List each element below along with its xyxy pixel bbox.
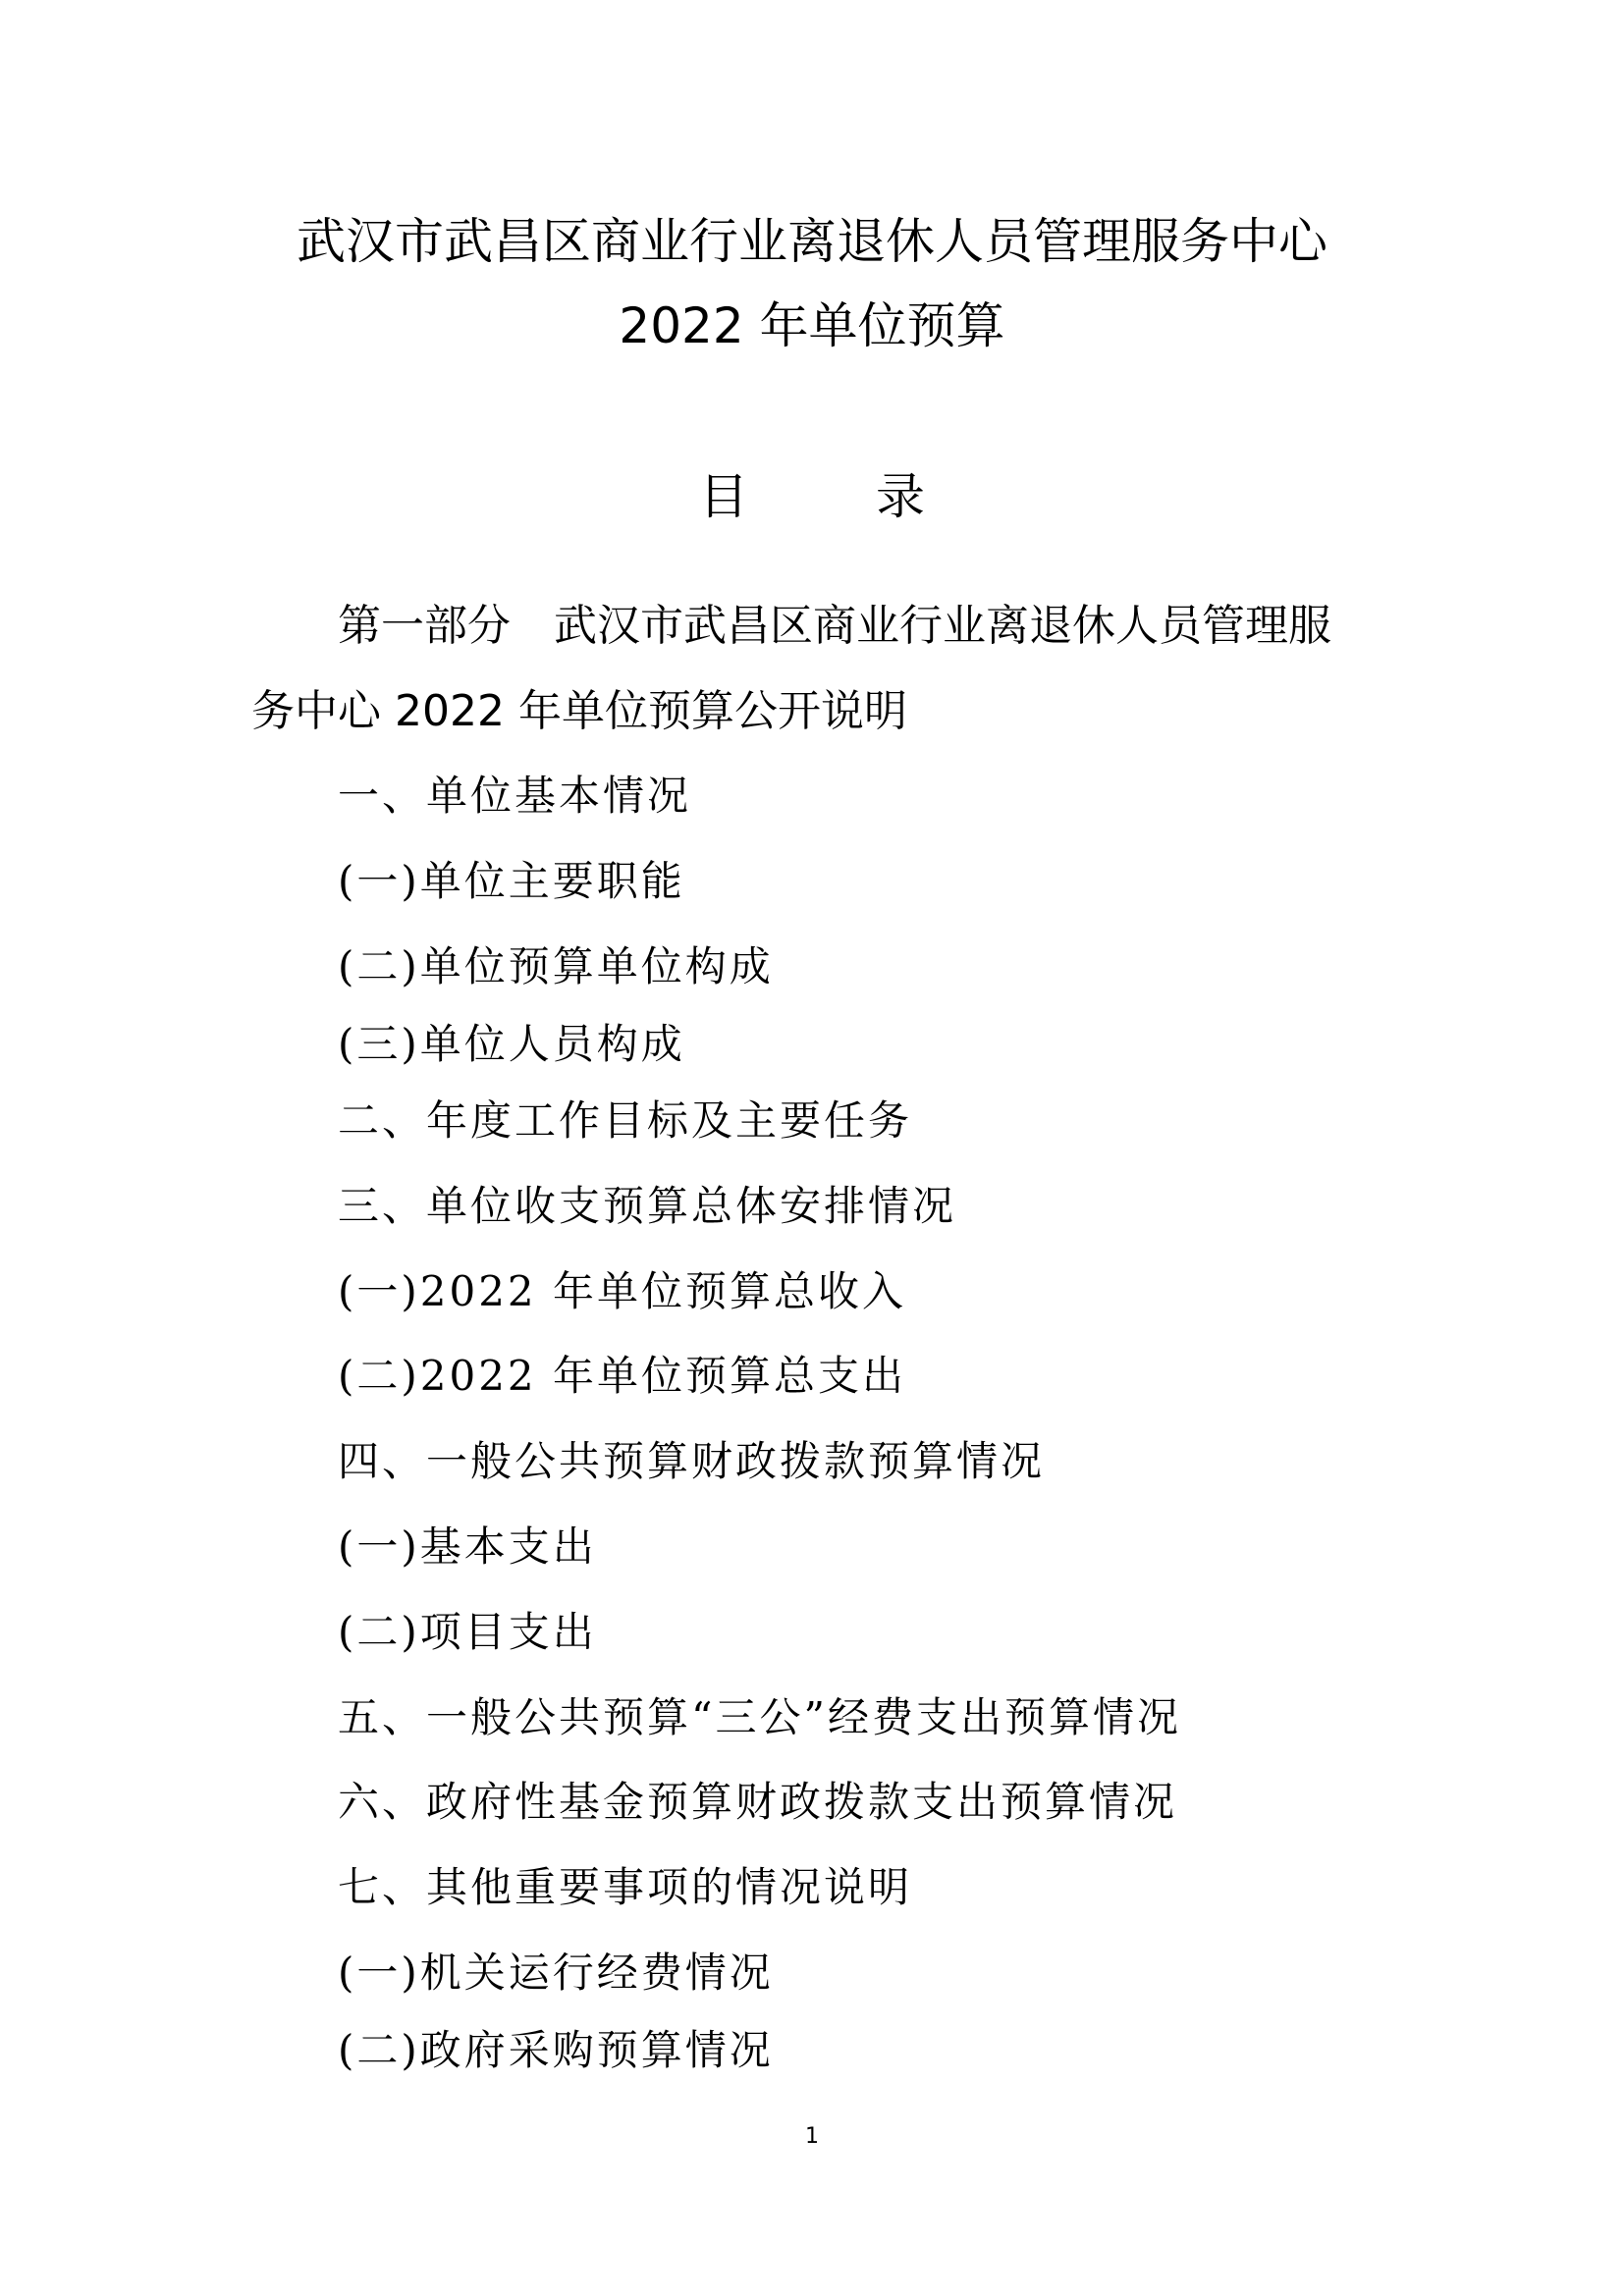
document-title-line-2: 2022 年单位预算 — [619, 297, 1005, 354]
toc-item: (一)2022 年单位预算总收入 — [338, 1267, 907, 1315]
toc-item: (二)单位预算单位构成 — [338, 942, 774, 990]
toc-item: (三)单位人员构成 — [338, 1020, 685, 1068]
toc-item: (二)项目支出 — [338, 1608, 597, 1656]
toc-item: 四、一般公共预算财政拨款预算情况 — [338, 1437, 1046, 1485]
toc-item: 二、年度工作目标及主要任务 — [338, 1096, 913, 1145]
toc-item: (一)机关运行经费情况 — [338, 1949, 774, 1997]
toc-item: (一)基本支出 — [338, 1522, 597, 1571]
toc-item: 一、单位基本情况 — [338, 772, 692, 820]
toc-item: (二)2022 年单位预算总支出 — [338, 1352, 907, 1400]
toc-part-heading-line-2: 务中心 2022 年单位预算公开说明 — [251, 686, 907, 736]
toc-item: (一)单位主要职能 — [338, 857, 685, 905]
document-title-line-1: 武汉市武昌区商业行业离退休人员管理服务中心 — [297, 213, 1327, 270]
toc-item: 七、其他重要事项的情况说明 — [338, 1863, 913, 1911]
toc-item: 三、单位收支预算总体安排情况 — [338, 1182, 957, 1230]
toc-heading: 目录 — [699, 468, 1053, 525]
toc-item: 六、政府性基金预算财政拨款支出预算情况 — [338, 1778, 1178, 1826]
page-number: 1 — [805, 2124, 819, 2149]
toc-item: 五、一般公共预算“三公”经费支出预算情况 — [338, 1693, 1181, 1741]
toc-item: (二)政府采购预算情况 — [338, 2026, 774, 2074]
toc-part-heading-line-1: 第一部分 武汉市武昌区商业行业离退休人员管理服 — [338, 601, 1331, 651]
